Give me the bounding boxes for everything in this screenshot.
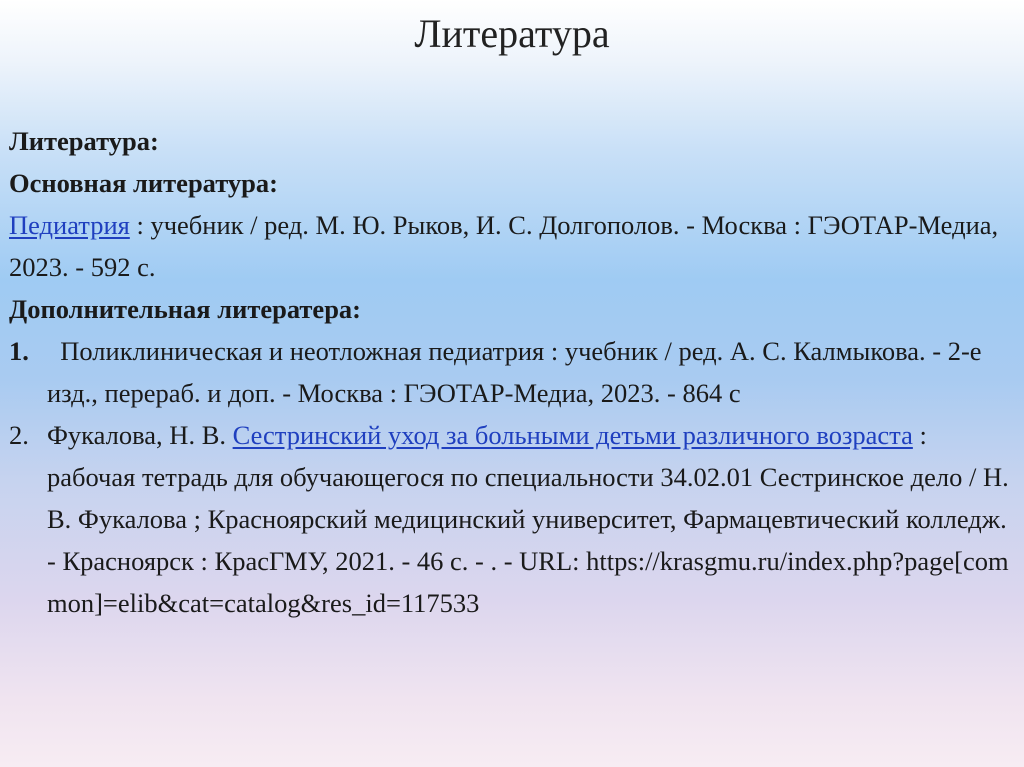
- slide-title: Литература: [414, 11, 610, 56]
- resource-url: https://krasgmu.ru/index.php?page[common]=elib&cat=catalog&res_id=117533: [47, 546, 1009, 618]
- list-item-number: 2.: [9, 420, 29, 450]
- list-item: [9, 414, 1019, 624]
- pediatrics-textbook-link[interactable]: Педиатрия: [9, 210, 130, 240]
- main-literature-entry: [9, 204, 1019, 288]
- list-item-author: Фукалова, Н. В.: [47, 420, 233, 450]
- main-entry-details: : учебник / ред. М. Ю. Рыков, И. С. Долгополов. - Москва : ГЭОТАР-Медиа, 2023. - 592 с.: [9, 210, 999, 282]
- bibliography-content: [9, 120, 1019, 624]
- list-item-details: : рабочая тетрадь для обучающегося по специальности 34.02.01 Сестринское дело / Н. В. Фукалова ; Красноярский медицинский университет, Фармацевтический колледж. - Красноярск : КрасГМУ, 2021. - 46 с. - . - URL:: [47, 420, 1009, 576]
- list-item-number: 1.: [9, 336, 29, 366]
- list-item: [9, 330, 1019, 414]
- list-item-text: Поликлиническая и неотложная педиатрия : учебник / ред. А. С. Калмыкова. - 2-е изд., перераб. и доп. - Москва : ГЭОТАР-Медиа, 2023. - 864 с: [47, 336, 989, 408]
- nursing-care-workbook-link[interactable]: Сестринский уход за больными детьми различного возраста: [232, 420, 913, 450]
- additional-literature-heading: Дополнительная литератера:: [9, 294, 362, 324]
- section-label: Литература:: [9, 126, 159, 156]
- main-literature-heading: Основная литература:: [9, 168, 278, 198]
